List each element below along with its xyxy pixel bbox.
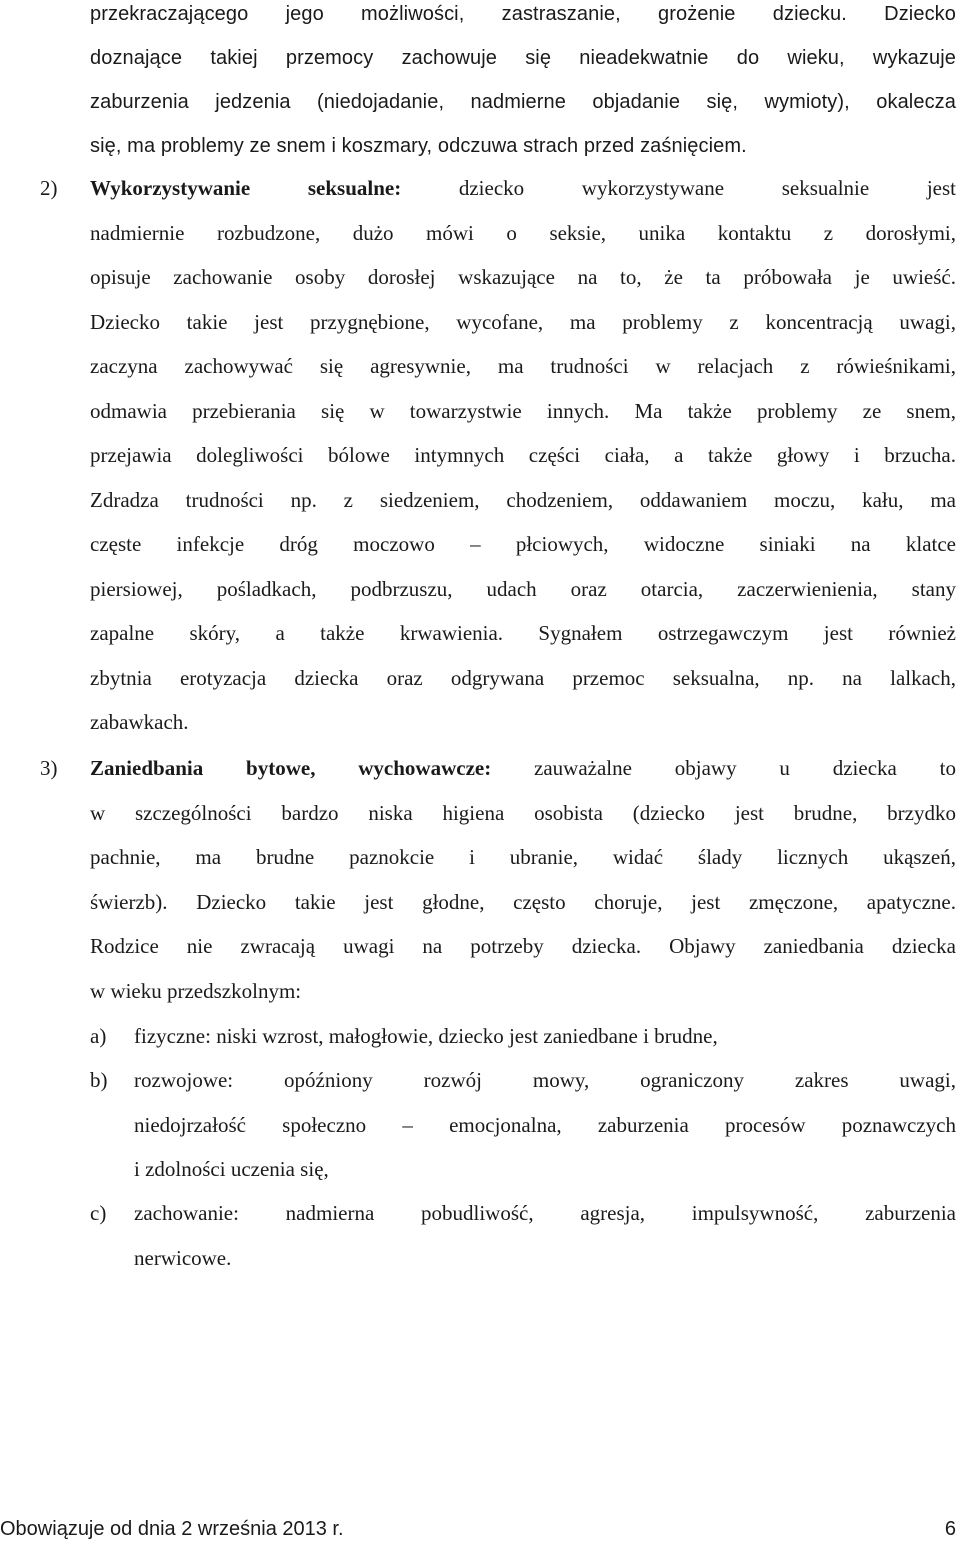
text-line: zbytnia erotyzacja dziecka oraz odgrywana przemoc seksualna, np. na lalkach, [90, 665, 956, 690]
item-heading: Wykorzystywanie seksualne: [90, 176, 402, 200]
text-line: zaburzenia jedzenia (niedojadanie, nadmierne objadanie się, wymioty), okalecza [90, 91, 956, 113]
heading-continuation: dziecko wykorzystywane seksualnie jest [401, 176, 956, 200]
sub-letter: b) [90, 1068, 108, 1092]
text-line: odmawia przebierania się w towarzystwie innych. Ma także problemy ze snem, [90, 398, 956, 423]
text-line: się, ma problemy ze snem i koszmary, odczuwa strach przed zaśnięciem. [90, 135, 747, 157]
list-item-body [90, 166, 956, 745]
list-item-body [90, 746, 956, 1013]
text-line: zabawkach. [90, 710, 189, 734]
text-line: Rodzice nie zwracają uwagi na potrzeby dziecka. Objawy zaniedbania dziecka [90, 934, 956, 958]
text-line: piersiowej, pośladkach, podbrzuszu, udach oraz otarcia, zaczerwienienia, stany [90, 576, 956, 601]
sub-letter: c) [90, 1201, 107, 1225]
text-line: częste infekcje dróg moczowo – płciowych, widoczne siniaki na klatce [90, 532, 956, 556]
sub-item-body [134, 1191, 956, 1280]
text-line: świerzb). Dziecko takie jest głodne, często choruje, jest zmęczone, apatyczne. [90, 889, 956, 914]
text-line: doznające takiej przemocy zachowuje się nieadekwatnie do wieku, wykazuje [90, 47, 956, 69]
text-line: zapalne skóry, a także krwawienia. Sygnałem ostrzegawczym jest również [90, 621, 956, 645]
text-line: fizyczne: niski wzrost, małogłowie, dziecko jest zaniedbane i brudne, [134, 1024, 718, 1048]
sub-item-body [134, 1014, 956, 1059]
text-line: zaczyna zachowywać się agresywnie, ma trudności w relacjach z rówieśnikami, [90, 354, 956, 378]
intro-paragraph [90, 0, 956, 168]
text-line: i zdolności uczenia się, [134, 1157, 329, 1181]
text-line: w wieku przedszkolnym: [90, 978, 302, 1003]
text-line: zachowanie: nadmierna pobudliwość, agresja, impulsywność, zaburzenia [134, 1201, 956, 1225]
sub-letter: a) [90, 1024, 107, 1048]
text-line: przejawia dolegliwości bólowe intymnych części ciała, a także głowy i brzucha. [90, 443, 956, 467]
heading-continuation: zauważalne objawy u dziecka to [491, 756, 957, 780]
footer-effective-date: Obowiązuje od dnia 2 września 2013 r. [0, 1518, 344, 1540]
text-line: nerwicowe. [134, 1245, 232, 1270]
text-line: nadmiernie rozbudzone, dużo mówi o seksie, unika kontaktu z dorosłymi, [90, 220, 956, 245]
text-line [90, 746, 956, 791]
text-line: niedojrzałość społeczno – emocjonalna, zaburzenia procesów poznawczych [134, 1112, 956, 1137]
text-line: opisuje zachowanie osoby dorosłej wskazujące na to, że ta próbowała je uwieść. [90, 265, 956, 289]
text-line: w szczególności bardzo niska higiena osobista (dziecko jest brudne, brzydko [90, 800, 956, 825]
list-number: 3) [40, 756, 58, 780]
page-footer [0, 1518, 956, 1548]
text-line: Zdradza trudności np. z siedzeniem, chodzeniem, oddawaniem moczu, kału, ma [90, 487, 956, 512]
text-line: pachnie, ma brudne paznokcie i ubranie, widać ślady licznych ukąszeń, [90, 845, 956, 869]
sub-item-body [134, 1058, 956, 1192]
text-line: Dziecko takie jest przygnębione, wycofane, ma problemy z koncentracją uwagi, [90, 309, 956, 334]
item-heading: Zaniedbania bytowe, wychowawcze: [90, 756, 492, 780]
list-number: 2) [40, 176, 58, 200]
text-line [90, 166, 956, 211]
text-line: przekraczającego jego możliwości, zastraszanie, grożenie dziecku. Dziecko [90, 3, 956, 25]
text-line: rozwojowe: opóźniony rozwój mowy, ograniczony zakres uwagi, [134, 1068, 956, 1092]
page-number: 6 [944, 1518, 956, 1540]
